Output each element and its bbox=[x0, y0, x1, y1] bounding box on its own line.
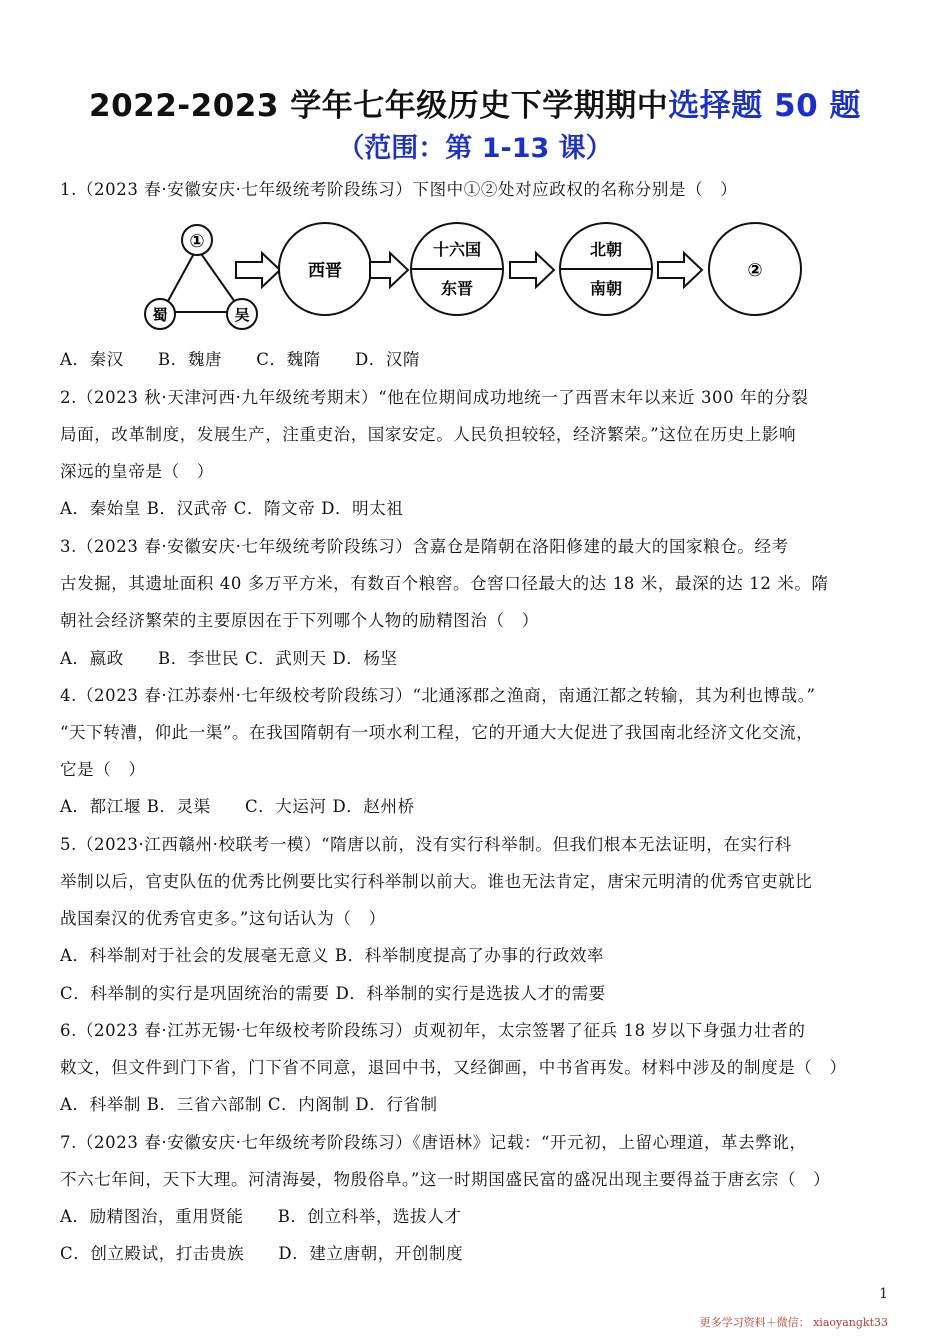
question-6-text: 敕文，但文件到门下省，门下省不同意，退回中书，又经御画，中书省再发。材料中涉及的制度是（ ） bbox=[60, 1058, 847, 1077]
arrow-icon bbox=[236, 253, 280, 287]
circle-xijin-label: 西晋 bbox=[308, 261, 342, 281]
question-6-text: 6.（2023 春·江苏无锡·七年级校考阶段练习）贞观初年，太宗签署了征兵 18 岁以下身强力壮者的 bbox=[60, 1021, 806, 1040]
arrow-icon bbox=[370, 253, 408, 287]
page-title bbox=[0, 80, 950, 125]
question-3-options: A．嬴政 B．李世民 C．武则天 D．杨坚 bbox=[60, 649, 398, 668]
node-wei-label: ① bbox=[189, 231, 205, 252]
arrow-icon bbox=[658, 253, 702, 287]
question-3-text: 古发掘，其遗址面积 40 多万平方米，有数百个粮窖。仓窖口径最大的达 18 米，最深的达 12 米。隋 bbox=[60, 574, 829, 593]
node-wu-label: 吴 bbox=[234, 306, 250, 324]
node-shu-label: 蜀 bbox=[152, 306, 168, 324]
question-6-options: A．科举制 B．三省六部制 C．内阁制 D．行省制 bbox=[60, 1095, 438, 1114]
question-1-text: 1.（2023 春·安徽安庆·七年级统考阶段练习）下图中①②处对应政权的名称分别是（ ） bbox=[60, 180, 738, 199]
page-subtitle: （范围：第 1-13 课） bbox=[337, 133, 613, 164]
question-7-text: 7.（2023 春·安徽安庆·七年级统考阶段练习）《唐语林》记载：“开元初，上留心理道，革去弊讹， bbox=[60, 1133, 807, 1152]
question-2-text: 2.（2023 秋·天津河西·九年级统考期末）“他在位期间成功地统一了西晋末年以来近 300 年的分裂 bbox=[60, 388, 809, 407]
question-7-options: A．励精图治，重用贤能 B．创立科举，选拔人才 bbox=[60, 1207, 462, 1226]
circle-3-top-label: 北朝 bbox=[589, 240, 623, 259]
question-2-text: 深远的皇帝是（ ） bbox=[60, 462, 214, 481]
circle-3-bottom-label: 南朝 bbox=[589, 279, 623, 298]
title-highlight: 选择题 50 题 bbox=[668, 88, 861, 124]
question-4-options: A．都江堰 B．灵渠 C．大运河 D．赵州桥 bbox=[60, 797, 415, 816]
circle-4-label: ② bbox=[747, 260, 763, 281]
question-3-text: 3.（2023 春·安徽安庆·七年级统考阶段练习）含嘉仓是隋朝在洛阳修建的最大的国家粮仓。经考 bbox=[60, 537, 789, 556]
question-4-text: “天下转漕，仰此一渠”。在我国隋朝有一项水利工程，它的开通大大促进了我国南北经济文化交流， bbox=[60, 723, 814, 742]
page-number: 1 bbox=[879, 1286, 888, 1302]
arrow-icon bbox=[510, 253, 554, 287]
question-4-text: 4.（2023 春·江苏泰州·七年级校考阶段练习）“北通涿郡之渔商，南通江都之转输，其为利也博哉。” bbox=[60, 686, 816, 705]
question-5-options: C．科举制的实行是巩固统治的需要 D．科举制的实行是选拔人才的需要 bbox=[60, 984, 606, 1003]
circle-2-top-label: 十六国 bbox=[432, 240, 482, 259]
question-7-text: 不六七年间，天下大理。河清海晏，物殷俗阜。”这一时期国盛民富的盛况出现主要得益于唐玄宗（ ） bbox=[60, 1170, 831, 1189]
question-4-text: 它是（ ） bbox=[60, 760, 146, 779]
question-7-options: C．创立殿试，打击贵族 D．建立唐朝，开创制度 bbox=[60, 1244, 464, 1263]
question-2-text: 局面，改革制度，发展生产，注重吏治，国家安定。人民负担较轻，经济繁荣。”这位在历史上影响 bbox=[60, 425, 797, 444]
question-2-options: A．秦始皇 B．汉武帝 C．隋文帝 D．明太祖 bbox=[60, 499, 404, 518]
question-5-text: 战国秦汉的优秀官吏多。”这句话认为（ ） bbox=[60, 909, 386, 928]
question-1-options: A．秦汉 B．魏唐 C．魏隋 D．汉隋 bbox=[60, 350, 421, 369]
title-main: 2022-2023 学年七年级历史下学期期中 bbox=[89, 88, 669, 124]
dynasty-flow-diagram bbox=[140, 222, 820, 334]
circle-2-bottom-label: 东晋 bbox=[440, 279, 474, 298]
question-5-text: 举制以后，官吏队伍的优秀比例要比实行科举制以前大。谁也无法肯定，唐宋元明清的优秀官吏就比 bbox=[60, 872, 813, 891]
question-5-options: A．科举制对于社会的发展毫无意义 B．科举制度提高了办事的行政效率 bbox=[60, 946, 605, 965]
question-3-text: 朝社会经济繁荣的主要原因在于下列哪个人物的励精图治（ ） bbox=[60, 611, 539, 630]
footer-contact: 更多学习资料＋微信： xiaoyangkt33 bbox=[699, 1316, 888, 1329]
question-5-text: 5.（2023·江西赣州·校联考一模）“隋唐以前，没有实行科举制。但我们根本无法证明，在实行科 bbox=[60, 835, 792, 854]
